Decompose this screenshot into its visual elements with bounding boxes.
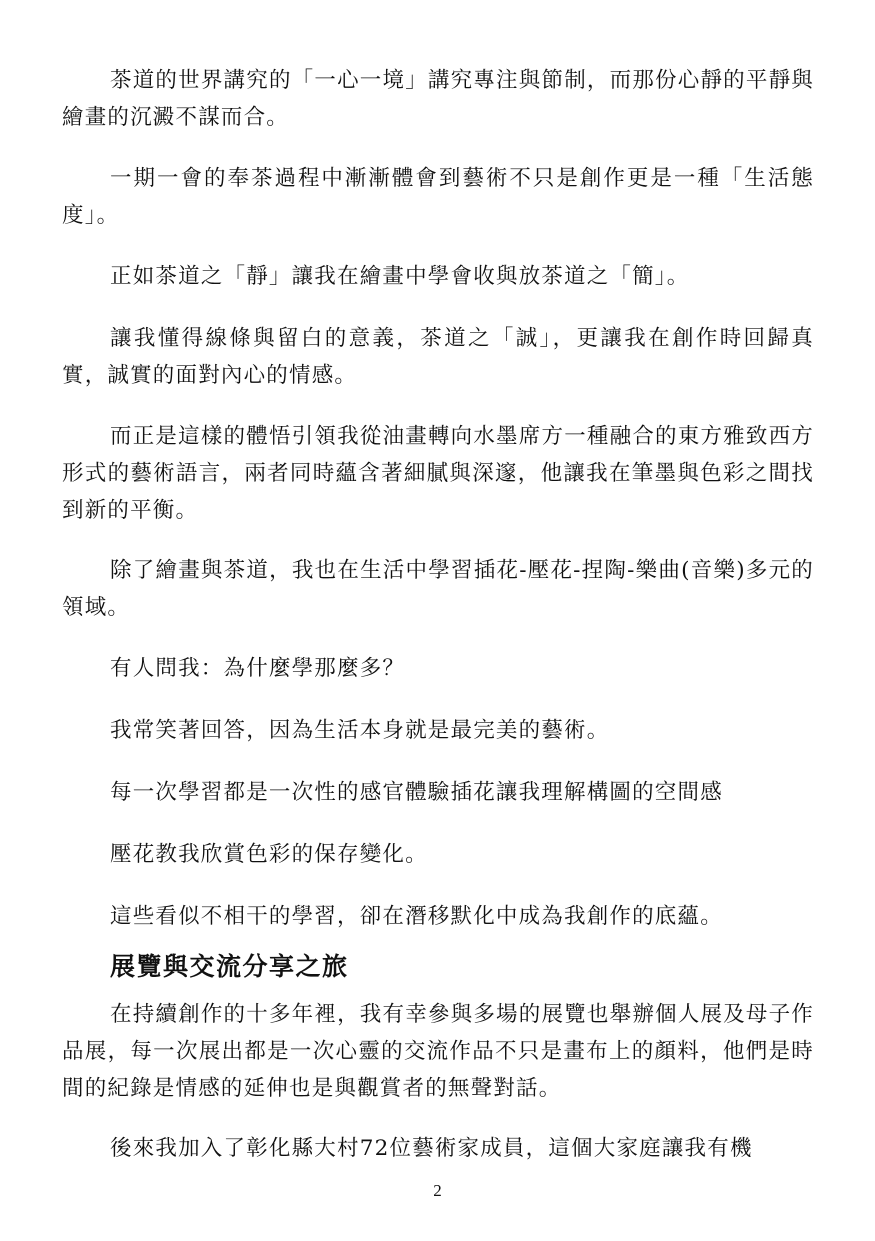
paragraph-ichigo-ichie: 一期一會的奉茶過程中漸漸體會到藝術不只是創作更是一種「生活態度」。 <box>62 166 814 228</box>
section-heading: 展覽與交流分享之旅 <box>110 952 349 981</box>
paragraph-tea-ceremony: 茶道的世界講究的「一心一境」講究專注與節制，而那份心靜的平靜與繪畫的沉澱不謀而合。 <box>62 68 814 130</box>
paragraph-other-studies: 除了繪畫與茶道，我也在生活中學習插花-壓花-捏陶-樂曲(音樂)多元的領域。 <box>62 558 814 620</box>
paragraph-hidden-foundation: 這些看似不相干的學習，卻在潛移默化中成為我創作的底蘊。 <box>110 904 723 929</box>
paragraph-question: 有人問我：為什麼學那麼多？ <box>110 656 406 681</box>
paragraph-flower-arrangement: 每一次學習都是一次性的感官體驗插花讓我理解構圖的空間感 <box>110 780 723 805</box>
page-number: 2 <box>433 1181 442 1200</box>
paragraph-answer: 我常笑著回答，因為生活本身就是最完美的藝術。 <box>110 718 610 743</box>
paragraph-line-and-space: 讓我懂得線條與留白的意義，茶道之「誠」，更讓我在創作時回歸真實，誠實的面對內心的情感。 <box>62 326 814 388</box>
paragraph-artist-group: 後來我加入了彰化縣大村72位藝術家成員，這個大家庭讓我有機 <box>110 1136 753 1161</box>
paragraph-pressed-flowers: 壓花教我欣賞色彩的保存變化。 <box>110 842 428 867</box>
paragraph-stillness: 正如茶道之「靜」讓我在繪畫中學會收與放茶道之「簡」。 <box>110 264 690 289</box>
paragraph-exhibitions: 在持續創作的十多年裡，我有幸參與多場的展覽也舉辦個人展及母子作品展，每一次展出都是一次心靈的交流作品不只是畫布上的顏料，他們是時間的紀錄是情感的延伸也是與觀賞者的無聲對話。 <box>62 1002 814 1101</box>
paragraph-oil-to-ink: 而正是這樣的體悟引領我從油畫轉向水墨席方一種融合的東方雅致西方形式的藝術語言，兩者同時蘊含著細膩與深邃，他讓我在筆墨與色彩之間找到新的平衡。 <box>62 424 814 523</box>
